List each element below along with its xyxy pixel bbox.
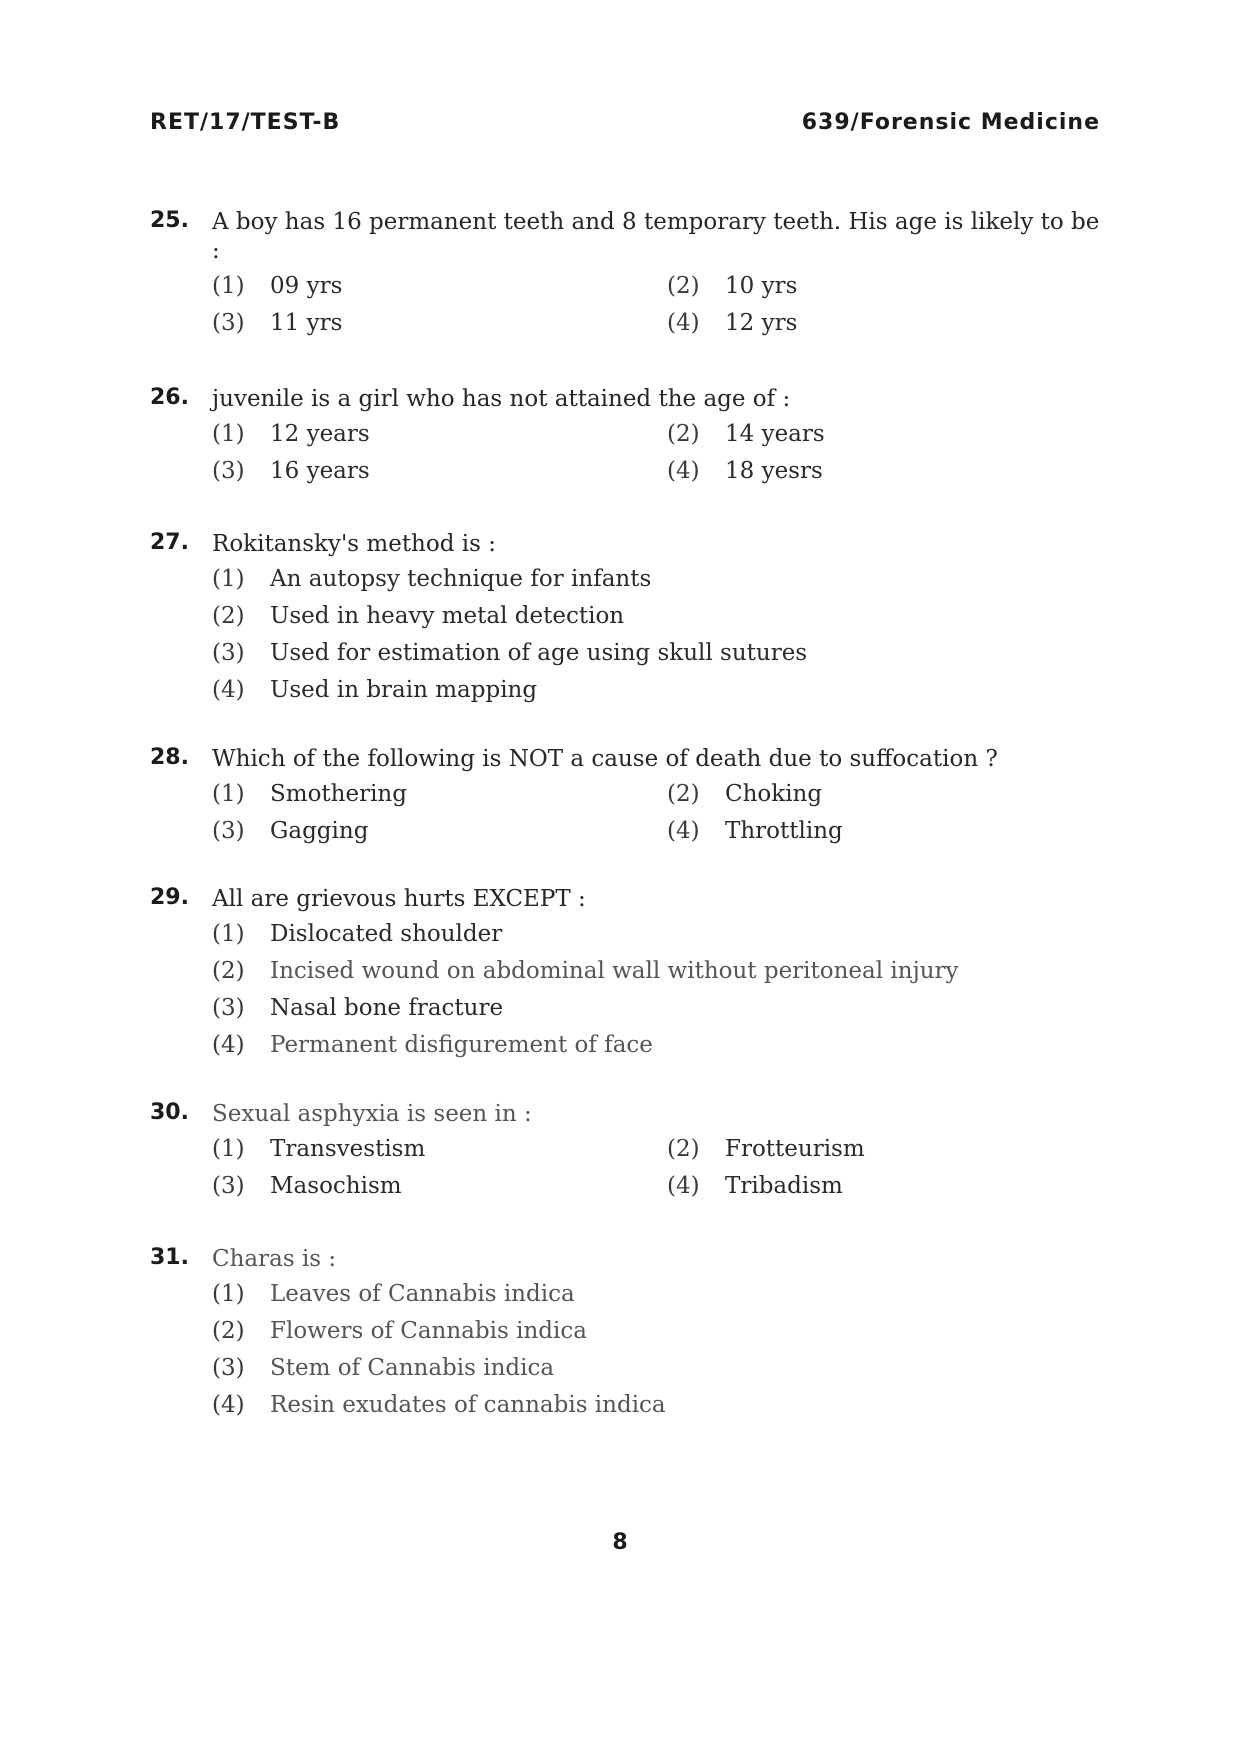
option-number: (2): [212, 958, 245, 984]
option-number: (1): [212, 781, 245, 807]
option: [212, 309, 667, 338]
subject-title: 639/Forensic Medicine: [801, 110, 1100, 135]
option: [212, 1354, 1110, 1383]
option: [212, 272, 667, 301]
question-number: 30.: [150, 1100, 189, 1125]
option: [667, 780, 1122, 809]
option-text: Tribadism: [725, 1173, 843, 1199]
question-29: [150, 885, 1110, 1068]
question-text: Sexual asphyxia is seen in :: [212, 1101, 532, 1127]
option-text: Smothering: [270, 781, 407, 807]
question-text: Charas is :: [212, 1246, 337, 1272]
option: [212, 957, 1110, 986]
options: [212, 1280, 1110, 1420]
option-number: (4): [212, 677, 245, 703]
options: [212, 272, 1110, 338]
option-number: (3): [212, 1173, 245, 1199]
options: [212, 920, 1110, 1060]
option-text: Gagging: [270, 818, 369, 844]
page-number: 8: [612, 1530, 628, 1555]
question-text: Which of the following is NOT a cause of death due to suffocation ?: [212, 746, 998, 772]
option-text: Masochism: [270, 1173, 402, 1199]
question-number: 25.: [150, 208, 189, 233]
option: [212, 994, 1110, 1023]
question-31: [150, 1245, 1110, 1428]
option: [212, 420, 667, 449]
question-text: juvenile is a girl who has not attained the age of :: [212, 386, 791, 412]
option: [667, 1172, 1122, 1201]
option-number: (2): [667, 1136, 700, 1162]
option-text: Flowers of Cannabis indica: [270, 1318, 587, 1344]
option-number: (3): [212, 995, 245, 1021]
option: [667, 420, 1122, 449]
test-code: RET/17/TEST-B: [150, 110, 341, 135]
question-text: A boy has 16 permanent teeth and 8 temporary teeth. His age is likely to be :: [212, 209, 1100, 264]
option-number: (2): [212, 603, 245, 629]
option: [212, 676, 1110, 705]
option-number: (1): [212, 273, 245, 299]
question-number: 27.: [150, 530, 189, 555]
option-number: (1): [212, 921, 245, 947]
option-text: 09 yrs: [270, 273, 343, 299]
question-25: [150, 208, 1110, 338]
option: [212, 1280, 1110, 1309]
question-30: [150, 1100, 1110, 1201]
option-number: (1): [212, 1281, 245, 1307]
option-text: Frotteurism: [725, 1136, 865, 1162]
option: [212, 639, 1110, 668]
option-number: (4): [667, 818, 700, 844]
question-text: Rokitansky's method is :: [212, 531, 496, 557]
option-text: Choking: [725, 781, 823, 807]
option-number: (3): [212, 1355, 245, 1381]
option-number: (2): [667, 781, 700, 807]
option-number: (4): [667, 458, 700, 484]
question-text: All are grievous hurts EXCEPT :: [212, 886, 586, 912]
option: [667, 309, 1122, 338]
option-text: Used for estimation of age using skull sutures: [270, 640, 808, 666]
option-text: Throttling: [725, 818, 843, 844]
option-text: Stem of Cannabis indica: [270, 1355, 555, 1381]
option: [212, 457, 667, 486]
option-text: 11 yrs: [270, 310, 343, 336]
option-text: Used in brain mapping: [270, 677, 538, 703]
option-number: (2): [667, 421, 700, 447]
option-number: (2): [667, 273, 700, 299]
question-number: 26.: [150, 385, 189, 410]
option-text: 14 years: [725, 421, 825, 447]
option-text: 10 yrs: [725, 273, 798, 299]
option: [667, 817, 1122, 846]
option: [212, 602, 1110, 631]
option: [212, 817, 667, 846]
option-number: (4): [212, 1032, 245, 1058]
option-number: (1): [212, 566, 245, 592]
option-text: 12 yrs: [725, 310, 798, 336]
option: [212, 1031, 1110, 1060]
question-number: 31.: [150, 1245, 189, 1270]
option: [212, 1317, 1110, 1346]
option-number: (4): [667, 310, 700, 336]
question-28: [150, 745, 1110, 846]
option-number: (3): [212, 818, 245, 844]
question-number: 28.: [150, 745, 189, 770]
option-number: (3): [212, 310, 245, 336]
option: [212, 565, 1110, 594]
option: [667, 1135, 1122, 1164]
option-text: Nasal bone fracture: [270, 995, 504, 1021]
question-number: 29.: [150, 885, 189, 910]
option-number: (4): [667, 1173, 700, 1199]
option: [212, 1172, 667, 1201]
options: [212, 1135, 1110, 1201]
option: [212, 1135, 667, 1164]
option-text: 12 years: [270, 421, 370, 447]
option-number: (4): [212, 1392, 245, 1418]
option-text: 16 years: [270, 458, 370, 484]
options: [212, 565, 1110, 705]
option-text: An autopsy technique for infants: [270, 566, 652, 592]
option-text: 18 yesrs: [725, 458, 823, 484]
option-number: (1): [212, 421, 245, 447]
option-text: Leaves of Cannabis indica: [270, 1281, 575, 1307]
option: [212, 920, 1110, 949]
option: [667, 457, 1122, 486]
question-27: [150, 530, 1110, 713]
option: [667, 272, 1122, 301]
question-26: [150, 385, 1110, 486]
option: [212, 1391, 1110, 1420]
options: [212, 420, 1110, 486]
option-text: Resin exudates of cannabis indica: [270, 1392, 666, 1418]
option-number: (3): [212, 458, 245, 484]
option: [212, 780, 667, 809]
option-number: (1): [212, 1136, 245, 1162]
option-number: (2): [212, 1318, 245, 1344]
page-header: [150, 110, 1100, 144]
option-text: Transvestism: [270, 1136, 426, 1162]
options: [212, 780, 1110, 846]
option-text: Dislocated shoulder: [270, 921, 503, 947]
option-number: (3): [212, 640, 245, 666]
option-text: Used in heavy metal detection: [270, 603, 625, 629]
option-text: Incised wound on abdominal wall without peritoneal injury: [270, 958, 959, 984]
option-text: Permanent disfigurement of face: [270, 1032, 653, 1058]
